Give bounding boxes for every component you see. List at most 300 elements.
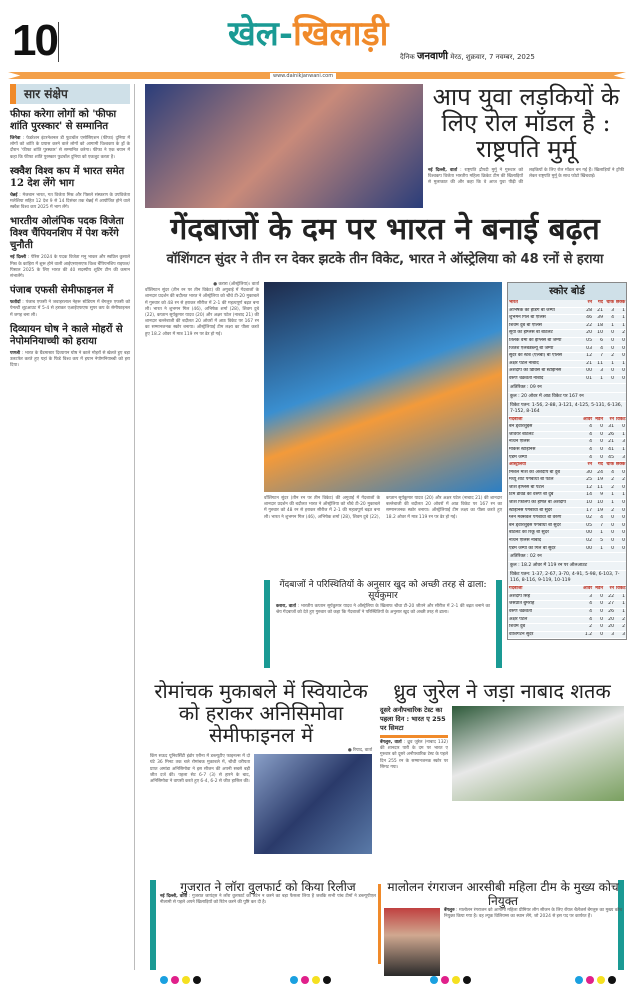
score-cell: 3 xyxy=(615,439,626,447)
score-cell: 2 xyxy=(604,477,615,485)
scoreboard-row xyxy=(508,631,626,639)
tennis-player-photo xyxy=(254,754,372,854)
score-cell: 46 xyxy=(582,315,593,323)
score-cell: 0 xyxy=(604,330,615,338)
rcb-text: मालोलन रंगराजन को आगामी महिला प्रीमियर लीग सीजन के लिए रॉयल चैलेंजर्स बेंगलुरु का मुख्य कोच नियुक्त किया गया है। वह ल्यूक विलियम्स का स्थान लेंगे, जो 2024 से इस पद पर कार्यरत हैं। xyxy=(444,908,622,920)
aus-batting-table xyxy=(508,462,626,553)
score-cell: 1 xyxy=(615,446,626,454)
jurel-dateline: बेंगलुरु, वार्ता xyxy=(380,740,402,745)
score-cell: 4 xyxy=(593,345,604,353)
score-cell: 0 xyxy=(615,375,626,383)
score-cell: 02 xyxy=(582,515,593,523)
header-cell: रन xyxy=(582,462,593,469)
score-cell: 4 xyxy=(582,609,593,617)
header-cell: चौके xyxy=(604,300,615,307)
score-cell: 00 xyxy=(582,530,593,538)
score-cell: 11 xyxy=(593,360,604,368)
score-cell: वॉशिंगटन सुंदर xyxy=(508,631,582,639)
score-cell: 14 xyxy=(582,492,593,500)
scoreboard-header-row xyxy=(508,300,626,307)
tennis-headline: रोमांचक मुकाबले में स्वियाटेक को हराकर अनिसिमोवा सेमीफाइनल में xyxy=(154,679,368,747)
header-cell: गेंद xyxy=(593,300,604,307)
scoreboard-row xyxy=(508,353,626,361)
scoreboard-row xyxy=(508,446,626,454)
header-cell: मेडन xyxy=(593,586,604,593)
score-cell: मिशेल मार्श का अर्शदीप बो दुबे xyxy=(508,469,582,477)
score-cell: 1 xyxy=(615,593,626,601)
footer-stories xyxy=(150,880,624,970)
score-cell: नाथन एलिस xyxy=(508,439,582,447)
score-cell: 00 xyxy=(582,545,593,553)
surya-dateline: करारा, वार्ता xyxy=(276,604,296,609)
score-cell: 1 xyxy=(615,492,626,500)
score-cell: 2 xyxy=(615,624,626,632)
divider xyxy=(58,22,59,62)
score-cell: 1 xyxy=(615,360,626,368)
score-cell: 0 xyxy=(615,337,626,345)
score-cell: 22 xyxy=(604,593,615,601)
score-cell: 0 xyxy=(615,368,626,376)
score-cell: 0 xyxy=(604,538,615,546)
score-cell: 0 xyxy=(593,609,604,617)
match-body-continued: वॉशिंगटन सुंदर (तीन रन पर तीन विकेट) की अगुवाई में गेंदबाजों के शानदार प्रदर्शन की बदौलत भारत ने ऑस्ट्रेलिया को चौथे टी-20 मुकाबले में गुरुवार को 48 रन से हराकर सीरीज में 2-1 की महत्वपूर्ण बढ़त बना ली। भारत ने शुभमन गिल (46), अभिषेक शर्मा (28), शिवम दुबे (22), कप्तान सूर्यकुमार यादव (20) और अक्षर पटेल (नाबाद 21) की शानदार बल्लेबाजी की बदौलत 20 ओवरों में आठ विकेट पर 167 रन का सम्मानजनक स्कोर बनाया। ऑस्ट्रेलियाई टीम लक्ष्य का पीछा करते हुए 18.2 ओवर में मात्र 119 रन पर ढेर हो गई। xyxy=(264,496,502,520)
brief-body: चेन्नई : मेजबान भारत, गत विजेता मिस्र और पिछले संस्करण के उपविजेता मलेशिया सहित 12 देश 9 से 14 दिसंबर तक चेन्नई में आयोजित होने वाले स्क्वैश विश्व कप 2025 में भाग लेंगे। xyxy=(10,192,130,211)
scoreboard-row xyxy=(508,515,626,523)
score-cell: 3 xyxy=(593,368,604,376)
scoreboard-row xyxy=(508,530,626,538)
header-cell: रन xyxy=(582,300,593,307)
score-cell: 3 xyxy=(615,454,626,462)
score-cell: 2 xyxy=(582,624,593,632)
gujarat-headline: गुजरात ने लॉरा वुलफार्ट को किया रिलीज xyxy=(180,880,356,894)
main-headline: गेंदबाजों के दम पर भारत ने बनाई बढ़त xyxy=(170,212,600,247)
score-cell: 02 xyxy=(582,538,593,546)
scoreboard-row xyxy=(508,469,626,477)
india-bowling-table xyxy=(508,586,626,639)
paper-prefix: दैनिक xyxy=(400,53,415,61)
scoreboard-row xyxy=(508,337,626,345)
score-cell: एडम जम्पा का गिल बो सुंदर xyxy=(508,545,582,553)
brief-text: फेडरेशन इंटरनेशनल डी फुटबॉल एसोसिएशन (फीफा) दुनिया में लोगों को शांति के प्रयास करने वाले लोगों को आगामी विश्वकप के ड्रॉ के दौरान 'फीफा शांति पुरस्कार' से सम्मानित करेगा। फीफा ने एक बयान में कहा कि फीफा शांति पुरस्कार फुटबॉल दुनिया को एकजुट करता है। xyxy=(10,136,130,160)
scoreboard-row xyxy=(508,375,626,383)
score-cell: 19 xyxy=(593,507,604,515)
score-cell: 21 xyxy=(604,439,615,447)
tennis-story xyxy=(150,680,372,854)
score-cell: 10 xyxy=(593,330,604,338)
scoreboard-row xyxy=(508,330,626,338)
score-cell: जितेश एलबडब्ल्यू बो जम्पा xyxy=(508,345,582,353)
score-cell: स्टोइनिस पगबाधा बो सुंदर xyxy=(508,507,582,515)
score-cell: 4 xyxy=(582,454,593,462)
header-cell: गेंदबाजी xyxy=(508,417,582,424)
score-cell: 27 xyxy=(604,601,615,609)
jurel-headline: ध्रुव जुरेल ने जड़ा नाबाद शतक xyxy=(393,679,611,703)
score-cell: 12 xyxy=(582,353,593,361)
score-cell: टिम डेविड का वरुण बो दुबे xyxy=(508,492,582,500)
rcb-body: बेंगलुरु : मालोलन रंगराजन को आगामी महिला प्रीमियर लीग सीजन के लिए रॉयल चैलेंजर्स बेंगलुरु का मुख्य कोच नियुक्त किया गया है। वह ल्यूक विलियम्स का स्थान लेंगे, जो 2024 से इस पद पर कार्यरत हैं। xyxy=(444,908,622,920)
score-cell: 0 xyxy=(615,545,626,553)
header-cell: रन xyxy=(604,586,615,593)
sidebar-briefs xyxy=(10,84,135,970)
score-cell: 0 xyxy=(615,469,626,477)
scoreboard-row xyxy=(508,322,626,330)
score-cell: 21 xyxy=(593,307,604,315)
brief-body: फतोर्दा : पंजाब एफसी ने जवाहरलाल नेहरू स्टेडियम में बेंगलुरु एफसी को पेनल्टी शूटआउट में 5-4 से हराकर एआईएफएफ सुपर कप के सेमीफाइनल में जगह बना ली। xyxy=(10,300,130,318)
score-cell: 45 xyxy=(604,454,615,462)
score-cell: 1 xyxy=(615,609,626,617)
scoreboard-row xyxy=(508,454,626,462)
gujarat-text: गुजरात जायंट्स ने लॉरा वुलफार्ट को रिटेन न करने का बड़ा फैसला लिया है जबकि सभी पांच टीमों ने डब्ल्यूपीएल नीलामी से पहले अपने खिलाड़ियों को रिटेन करने की पुष्टि कर दी है। xyxy=(160,894,377,906)
murmu-dateline: नई दिल्ली, वार्ता xyxy=(428,168,458,173)
scoreboard-row xyxy=(508,431,626,439)
brief-headline: फीफा करेगा लोगों को 'फीफा शांति पुरस्कार' से सम्मानित xyxy=(10,109,117,132)
score-cell: 3 xyxy=(604,631,615,639)
scoreboard-note: विकेट पतन: 1-56, 2-88, 3-121, 4-125, 5-131, 6-136, 7-152, 8-164 xyxy=(508,402,626,417)
score-cell: 1 xyxy=(593,530,604,538)
score-cell: 30 xyxy=(582,469,593,477)
score-cell: अक्षर पटेल नाबाद xyxy=(508,360,582,368)
gujarat-story xyxy=(160,880,376,906)
score-cell: 0 xyxy=(593,631,604,639)
brief-headline: दिव्यायन घोष ने काले मोहरों से नेपोमनियाच्ची को हराया xyxy=(10,323,123,347)
masthead xyxy=(0,0,634,80)
score-cell: 03 xyxy=(582,345,593,353)
score-cell: 2 xyxy=(604,484,615,492)
score-cell: 4 xyxy=(582,616,593,624)
score-cell: 1 xyxy=(615,307,626,315)
score-cell: जेवियर बार्टलेट xyxy=(508,431,582,439)
score-cell: 4 xyxy=(582,446,593,454)
brief-text: भारत के ग्रैंडमास्टर दिव्यायन घोष ने काले मोहरों से खेलते हुए बड़ा उलटफेर करते हुए यहां के फिडे विश्व कप में इयान नेपोमनियाच्ची को हरा दिया। xyxy=(10,350,130,369)
murmu-body: नई दिल्ली, वार्ता : राष्ट्रपति द्रौपदी मुर्मू ने गुरुवार को विश्वकप विजेता भारतीय महिला क्रिकेट टीम की खिलाड़ियों से मुलाकात की और कहा कि वे आज युवा पीढ़ी की लड़कियों के लिए रोल मॉडल बन गई हैं। खिलाड़ियों ने ट्रॉफी लेकर राष्ट्रपति मुर्मू के साथ फोटो खिंचवाई। xyxy=(428,168,624,186)
score-cell: 39 xyxy=(593,315,604,323)
score-cell: 1 xyxy=(593,545,604,553)
brief-text: पेरिस 2024 के पदक विजेता मनु भाकर और स्वप्निल कुसाले मिस्र के काहिरा में शुरू होने वाली आईएसएसएफ विश्व चैंपियनशिप राइफल/पिस्टल 2025 के लिए भारत की 40 सदस्यीय शूटिंग टीम की कमान संभालेंगे। xyxy=(10,255,130,280)
scoreboard-row xyxy=(508,307,626,315)
score-cell: 1 xyxy=(615,601,626,609)
scoreboard-header-row xyxy=(508,462,626,469)
scoreboard-row xyxy=(508,484,626,492)
score-cell: 0 xyxy=(593,424,604,432)
main-subheadline: वॉशिंगटन सुंदर ने तीन रन देकर झटके तीन विकेट, भारत ने ऑस्ट्रेलिया को 48 रनों से हराया xyxy=(166,252,604,267)
score-cell: वरुण चक्रवर्ती नाबाद xyxy=(508,375,582,383)
scoreboard-row xyxy=(508,507,626,515)
registration-marks xyxy=(575,976,616,984)
score-cell: जसप्रीत बुमराह xyxy=(508,601,582,609)
section-title xyxy=(228,14,388,54)
scoreboard-row xyxy=(508,492,626,500)
score-cell: 3 xyxy=(582,593,593,601)
brief-dateline: फतोर्दा xyxy=(10,300,21,306)
score-cell: 1 xyxy=(615,322,626,330)
score-cell: बेन ड्वारशुइस पगबाधा बो सुंदर xyxy=(508,522,582,530)
score-cell: 20 xyxy=(582,330,593,338)
scoreboard-note: कुल : 20 ओवर में आठ विकेट पर 167 रन xyxy=(508,393,626,402)
header-cell: भारत xyxy=(508,300,582,307)
score-cell: 31 xyxy=(604,424,615,432)
score-cell: 26 xyxy=(604,609,615,617)
score-cell: 0 xyxy=(604,337,615,345)
jurel-story xyxy=(380,680,624,801)
score-cell: मार्कस स्टोइनिस xyxy=(508,446,582,454)
score-cell: 0 xyxy=(604,345,615,353)
score-cell: 12 xyxy=(582,484,593,492)
score-cell: एडम जम्पा xyxy=(508,454,582,462)
murmu-text: राष्ट्रपति द्रौपदी मुर्मू ने गुरुवार को विश्वकप विजेता भारतीय महिला क्रिकेट टीम की खिलाड़ियों से मुलाकात की और कहा कि वे आज युवा पीढ़ी की लड़कियों के लिए रोल मॉडल बन गई हैं। खिलाड़ियों ने ट्रॉफी लेकर राष्ट्रपति मुर्मू के साथ फोटो खिंचवाई। xyxy=(428,168,624,186)
score-cell: तिलक वर्मा का इंग्लिस बो जम्पा xyxy=(508,337,582,345)
score-cell: 1.2 xyxy=(582,631,593,639)
scoreboard xyxy=(507,282,627,640)
gujarat-body: नई दिल्ली, वार्ता : गुजरात जायंट्स ने लॉरा वुलफार्ट को रिटेन न करने का बड़ा फैसला लिया है जबकि सभी पांच टीमों ने डब्ल्यूपीएल नीलामी से पहले अपने खिलाड़ियों को रिटेन करने की पुष्टि कर दी है। xyxy=(160,894,377,906)
header-cell: मेडन xyxy=(593,417,604,424)
surya-story xyxy=(264,580,502,668)
match-dateline: ● करारा (ऑस्ट्रेलिया)। वार्ता xyxy=(213,282,259,287)
india-batting-table xyxy=(508,300,626,384)
header-cell: गेंदबाजी xyxy=(508,586,582,593)
score-cell: 0 xyxy=(615,353,626,361)
rcb-headline: मालोलन रंगराजन आरसीबी महिला टीम के मुख्य कोच नियुक्त xyxy=(387,880,619,908)
scoreboard-row xyxy=(508,545,626,553)
tennis-dateline: ● रियाद, वार्ता xyxy=(347,748,372,753)
header-cell: रन xyxy=(604,417,615,424)
score-cell: 6 xyxy=(593,337,604,345)
score-cell: 0 xyxy=(593,616,604,624)
scoreboard-row xyxy=(508,593,626,601)
header-cell: गेंद xyxy=(593,462,604,469)
score-cell: अर्शदीप का डिविस बो स्टोइनिस xyxy=(508,368,582,376)
score-cell: 4 xyxy=(604,469,615,477)
jurel-text: ध्रुव जुरेल (नाबाद 132) की शानदार पारी के दम पर भारत ए गुरुवार को दूसरे अनौपचारिक टेस्ट के पहले दिन 255 रन के सम्मानजनक स्कोर पर सिमट गया। xyxy=(380,740,448,770)
score-cell: शिवम दुबे बो एलिस xyxy=(508,322,582,330)
scoreboard-row xyxy=(508,538,626,546)
score-cell: वरुण चक्रवर्ती xyxy=(508,609,582,617)
paper-name: जनवाणी xyxy=(417,51,448,62)
score-cell: 10 xyxy=(593,500,604,508)
score-cell: 2 xyxy=(615,477,626,485)
score-cell: 7 xyxy=(593,522,604,530)
brief-text: पंजाब एफसी ने जवाहरलाल नेहरू स्टेडियम में बेंगलुरु एफसी को पेनल्टी शूटआउट में 5-4 से हराकर एआईएफएफ सुपर कप के सेमीफाइनल में जगह बना ली। xyxy=(10,300,130,318)
score-cell: 10 xyxy=(582,500,593,508)
score-cell: बेन ड्वारशुइस xyxy=(508,424,582,432)
score-cell: 1 xyxy=(604,492,615,500)
score-cell: 3 xyxy=(604,307,615,315)
brief-dateline: जिनेवा xyxy=(10,136,21,141)
score-cell: 0 xyxy=(615,500,626,508)
registration-marks xyxy=(160,976,201,984)
score-cell: 5 xyxy=(593,538,604,546)
scoreboard-row xyxy=(508,601,626,609)
surya-headline: गेंदबाजों ने परिस्थितियों के अनुसार खुद को अच्छी तरह से ढाला: सूर्यकुमार xyxy=(279,580,487,601)
coach-portrait xyxy=(384,908,440,976)
gujarat-dateline: नई दिल्ली, वार्ता xyxy=(160,894,187,899)
score-cell: 4 xyxy=(582,424,593,432)
score-cell: 20 xyxy=(604,624,615,632)
score-cell: 1 xyxy=(604,322,615,330)
page-number: 10 xyxy=(12,16,57,65)
score-cell: अभिषेक का हेडिंग बो जम्पा xyxy=(508,307,582,315)
score-cell: 2 xyxy=(604,353,615,361)
scoreboard-row xyxy=(508,522,626,530)
score-cell: 28 xyxy=(582,307,593,315)
score-cell: सूर्या का इंग्लिस बो बार्टलेट xyxy=(508,330,582,338)
surya-text: भारतीय कप्तान सूर्यकुमार यादव ने ऑस्ट्रेलिया के खिलाफ चौथा टी-20 जीतने और सीरीज में 2-1 की बढ़त बनाने का श्रेय गेंदबाजों को देते हुए गुरुवार को कहा कि गेंदबाजों ने परिस्थितियों के अनुसार खुद को अच्छी तरह से ढाला। xyxy=(276,604,491,616)
scoreboard-note: कुल : 18.2 ओवर में 119 रन पर ऑलआउट xyxy=(508,562,626,571)
scoreboard-note: अतिरिक्त : 02 रन xyxy=(508,553,626,562)
score-cell: 1 xyxy=(604,360,615,368)
score-cell: 00 xyxy=(582,368,593,376)
score-cell: 2 xyxy=(615,330,626,338)
scoreboard-row xyxy=(508,624,626,632)
header-cell: छक्के xyxy=(615,462,626,469)
score-cell: जोश फिलिप का हर्षित बो अर्शदीप xyxy=(508,500,582,508)
score-cell: 4 xyxy=(604,315,615,323)
score-cell: 11 xyxy=(593,484,604,492)
scoreboard-row xyxy=(508,368,626,376)
scoreboard-note: अतिरिक्त : 09 रन xyxy=(508,384,626,393)
score-cell: 26 xyxy=(604,431,615,439)
brief-body: नई दिल्ली : पेरिस 2024 के पदक विजेता मनु भाकर और स्वप्निल कुसाले मिस्र के काहिरा में शुरू होने वाली आईएसएसएफ विश्व चैंपियनशिप राइफल/पिस्टल 2025 के लिए भारत की 40 सदस्यीय शूटिंग टीम की कमान संभालेंगे। xyxy=(10,255,130,280)
registration-marks xyxy=(290,976,331,984)
score-cell: 0 xyxy=(604,545,615,553)
scoreboard-note: विकेट पतन: 1-37, 2-67, 3-70, 4-91, 5-98, 6-103, 7-116, 8-116, 9-119, 10-119 xyxy=(508,571,626,586)
scoreboard-row xyxy=(508,424,626,432)
score-cell: 1 xyxy=(615,431,626,439)
score-cell: 0 xyxy=(604,530,615,538)
score-cell: 0 xyxy=(615,530,626,538)
score-cell: 0 xyxy=(615,538,626,546)
header-cell: ओवर xyxy=(582,586,593,593)
scoreboard-row xyxy=(508,500,626,508)
header-cell: ओवर xyxy=(582,417,593,424)
scoreboard-row xyxy=(508,360,626,368)
dateline: मेरठ, शुक्रवार, 7 नवम्बर, 2025 xyxy=(450,53,535,61)
scoreboard-row xyxy=(508,616,626,624)
scoreboard-row xyxy=(508,345,626,353)
brief-body: पणजी : भारत के ग्रैंडमास्टर दिव्यायन घोष ने काले मोहरों से खेलते हुए बड़ा उलटफेर करते हुए यहां के फिडे विश्व कप में इयान नेपोमनियाच्ची को हरा दिया। xyxy=(10,350,130,369)
score-cell: 05 xyxy=(582,522,593,530)
murmu-story xyxy=(428,84,624,210)
score-cell: अर्शदीप सिंह xyxy=(508,593,582,601)
scoreboard-row xyxy=(508,439,626,447)
score-cell: 0 xyxy=(604,515,615,523)
sidebar-title: सार संक्षेप xyxy=(10,84,130,104)
score-cell: 21 xyxy=(582,360,593,368)
score-cell: 0 xyxy=(615,522,626,530)
score-cell: 17 xyxy=(582,507,593,515)
score-cell: बार्टलेट का रिंकू बो सुंदर xyxy=(508,530,582,538)
brief-headline: भारतीय ओलंपिक पदक विजेता विश्व चैंपियनशिप में पेश करेंगे चुनौती xyxy=(10,216,124,252)
score-cell: 7 xyxy=(593,353,604,361)
header-cell: चौके xyxy=(604,462,615,469)
brief-text: मेजबान भारत, गत विजेता मिस्र और पिछले संस्करण के उपविजेता मलेशिया सहित 12 देश 9 से 14 दिसंबर तक चेन्नई में आयोजित होने वाले स्क्वैश विश्व कप 2025 में भाग लेंगे। xyxy=(10,192,130,211)
score-cell: 0 xyxy=(593,454,604,462)
rcb-dateline: बेंगलुरु xyxy=(444,908,455,913)
score-cell: 41 xyxy=(604,446,615,454)
score-cell: 0 xyxy=(615,345,626,353)
scoreboard-row xyxy=(508,477,626,485)
scoreboard-header-row xyxy=(508,417,626,424)
score-cell: 3 xyxy=(615,631,626,639)
score-cell: 0 xyxy=(615,507,626,515)
rcb-story xyxy=(384,880,622,976)
scoreboard-row xyxy=(508,315,626,323)
registration-marks xyxy=(430,976,471,984)
score-cell: 25 xyxy=(582,477,593,485)
divider xyxy=(378,884,381,964)
brief-headline: स्क्वैश विश्व कप में भारत समेत 12 देश लेंगे भाग xyxy=(10,165,125,189)
score-cell: 0 xyxy=(593,593,604,601)
header-cell: ऑस्ट्रेलिया xyxy=(508,462,582,469)
scoreboard-title: स्कोर बोर्ड xyxy=(508,283,626,300)
tennis-body: किंग सऊद यूनिवर्सिटी इंडोर एरीना में डब्ल्यूटीए फाइनल्स में दो घंटे 36 मिनट तक चले रोमांचक मुकाबले में, चौथी वरीयता प्राप्त अमांडा अनिसिमोवा ने इस सीजन की अपनी सबसे बड़ी जीत दर्ज की। पहला सेट 6-7 (3) से हारने के बाद, अनिसिमोवा ने वापसी करते हुए 6-4, 6-2 से जीत हासिल की। xyxy=(150,754,250,785)
score-cell: 0 xyxy=(615,424,626,432)
match-body: वॉशिंगटन सुंदर (तीन रन पर तीन विकेट) की अगुवाई में गेंदबाजों के शानदार प्रदर्शन की बदौलत भारत ने ऑस्ट्रेलिया को चौथे टी-20 मुकाबले में गुरुवार को 48 रन से हराकर सीरीज में 2-1 की महत्वपूर्ण बढ़त बना ली। भारत ने शुभमन गिल (46), अभिषेक शर्मा (28), शिवम दुबे (22), कप्तान सूर्यकुमार यादव (20) और अक्षर पटेल (नाबाद 21) की शानदार बल्लेबाजी की बदौलत 20 ओवरों में आठ विकेट पर 167 रन का सम्मानजनक स्कोर बनाया। ऑस्ट्रेलियाई टीम लक्ष्य का पीछा करते हुए 18.2 ओवर में मात्र 119 रन पर ढेर हो गई। xyxy=(145,288,259,337)
cricket-celebration-photo xyxy=(264,282,502,492)
header-cell: विकेट xyxy=(615,586,626,593)
score-cell: 0 xyxy=(593,601,604,609)
brief-body: जिनेवा : फेडरेशन इंटरनेशनल डी फुटबॉल एसोसिएशन (फीफा) दुनिया में लोगों को शांति के प्रयास करने वाले लोगों को आगामी विश्वकप के ड्रॉ के दौरान 'फीफा शांति पुरस्कार' से सम्मानित करेगा। फीफा ने एक बयान में कहा कि फीफा शांति पुरस्कार फुटबॉल दुनिया को एकजुट करता है। xyxy=(10,136,130,160)
header-cell: छक्के xyxy=(615,300,626,307)
score-cell: 2 xyxy=(604,507,615,515)
score-cell: 0 xyxy=(604,375,615,383)
score-cell: ग्लेन मैक्सवेल पगबाधा बो वरुण xyxy=(508,515,582,523)
score-cell: अक्षर पटेल xyxy=(508,616,582,624)
score-cell: नाथन एलिस नाबाद xyxy=(508,538,582,546)
section-title-part2: खिलाड़ी xyxy=(292,14,389,54)
publication-line xyxy=(400,52,535,62)
section-title-part1: खेल- xyxy=(228,14,293,54)
brief-dateline: पणजी xyxy=(10,350,21,356)
brief-dateline: चेन्नई xyxy=(10,192,18,198)
murmu-headline: आप युवा लड़कियों के लिए रोल मॉडल है : राष्ट्रपति मुर्मू xyxy=(432,83,620,163)
website-url[interactable]: www.dainikjanwani.com xyxy=(270,73,336,79)
score-cell: 4 xyxy=(593,515,604,523)
score-cell: 01 xyxy=(582,375,593,383)
score-cell: 1 xyxy=(593,375,604,383)
match-report xyxy=(145,282,259,338)
jurel-celebration-photo xyxy=(452,706,624,801)
score-cell: 0 xyxy=(615,484,626,492)
score-cell: 22 xyxy=(582,322,593,330)
score-cell: मैथ्यू शॉर्ट पगबाधा बो पटेल xyxy=(508,477,582,485)
score-cell: 20 xyxy=(604,616,615,624)
score-cell: 18 xyxy=(593,322,604,330)
score-cell: 4 xyxy=(582,601,593,609)
scoreboard-row xyxy=(508,609,626,617)
score-cell: 1 xyxy=(604,500,615,508)
score-cell: 2 xyxy=(615,616,626,624)
score-cell: 0 xyxy=(615,515,626,523)
score-cell: 4 xyxy=(582,439,593,447)
aus-bowling-table xyxy=(508,417,626,463)
score-cell: जोश इंग्लिस बो पटेल xyxy=(508,484,582,492)
score-cell: 24 xyxy=(593,469,604,477)
score-cell: 0 xyxy=(593,446,604,454)
score-cell: 1 xyxy=(615,315,626,323)
surya-body: करारा, वार्ता : भारतीय कप्तान सूर्यकुमार यादव ने ऑस्ट्रेलिया के खिलाफ चौथा टी-20 जीतने और सीरीज में 2-1 की बढ़त बनाने का श्रेय गेंदबाजों को देते हुए गुरुवार को कहा कि गेंदबाजों ने परिस्थितियों के अनुसार खुद को अच्छी तरह से ढाला। xyxy=(276,604,491,616)
score-cell: 9 xyxy=(593,492,604,500)
score-cell: 0 xyxy=(593,439,604,447)
murmu-team-photo xyxy=(145,84,423,208)
jurel-kicker: दूसरे अनौपचारिक टेस्ट का पहला दिन : भारत ए 255 पर सिमटा xyxy=(380,706,448,738)
score-cell: 0 xyxy=(593,431,604,439)
score-cell: 0 xyxy=(604,522,615,530)
score-cell: 05 xyxy=(582,337,593,345)
jurel-body: बेंगलुरु, वार्ता : ध्रुव जुरेल (नाबाद 132) की शानदार पारी के दम पर भारत ए गुरुवार को दूसरे अनौपचारिक टेस्ट के पहले दिन 255 रन के सम्मानजनक स्कोर पर सिमट गया। xyxy=(380,740,448,770)
scoreboard-header-row xyxy=(508,586,626,593)
brief-dateline: नई दिल्ली xyxy=(10,255,27,261)
brief-headline: पंजाब एफसी सेमीफाइनल में xyxy=(10,285,114,297)
